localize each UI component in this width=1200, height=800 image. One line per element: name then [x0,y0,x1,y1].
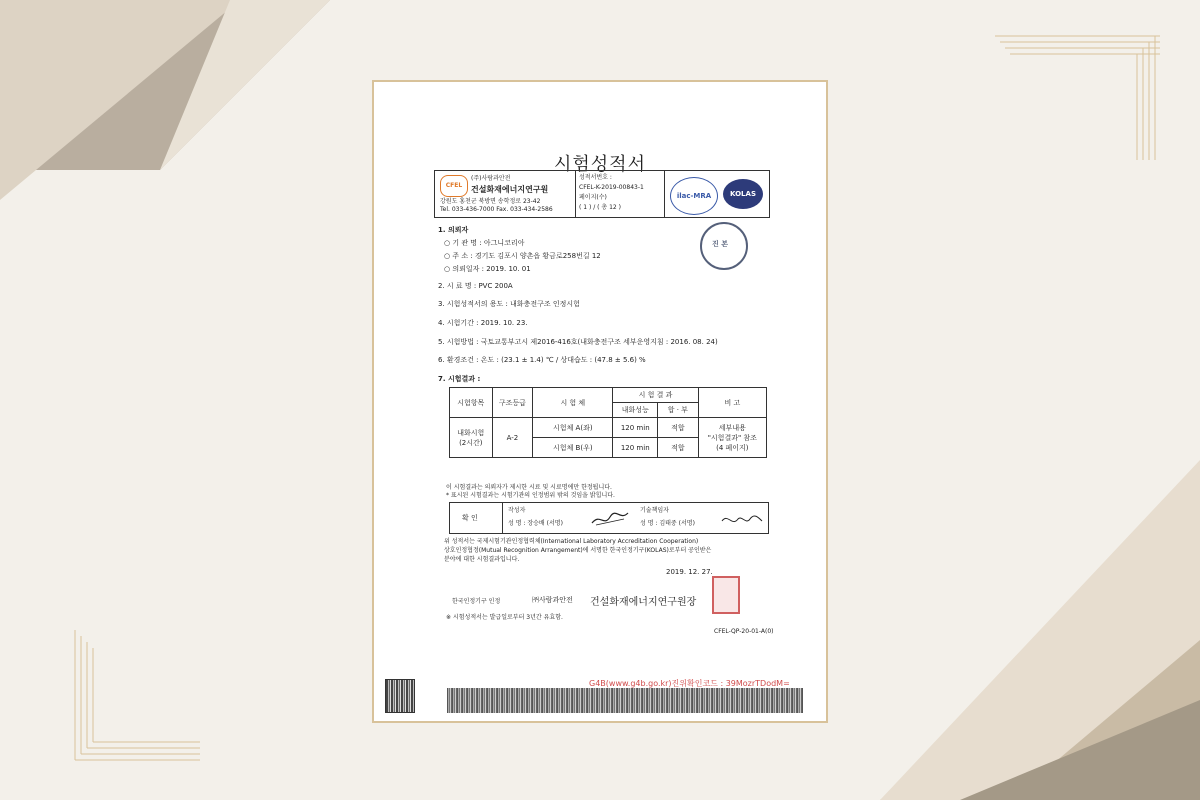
signoff-org: ㈜사람과안전 [532,596,573,604]
cell-test-item-line1: 내화시험 [457,428,485,437]
test-report-document [374,82,826,721]
sample-name: 2. 시 료 명 : PVC 200A [438,282,513,290]
tech-manager-title: 기술책임자 [640,507,669,514]
environment-conditions: 6. 환경조건 : 온도 : (23.1 ± 1.4) ℃ / 상대습도 : (47.8 ± 5.6) % [438,356,646,364]
statement-line-3: 분야에 대한 시험결과입니다. [444,556,520,563]
th-grade: 구조등급 [492,388,533,418]
page-value: ( 1 ) / ( 총 12 ) [579,204,621,211]
client-address: ○ 주 소 : 경기도 김포시 양촌읍 황금로258번길 12 [444,252,601,260]
results-table [449,387,767,458]
notice-line-2: * 표시된 시험결과는 시험기관의 인정범위 밖의 것임을 밝힙니다. [446,492,615,499]
writer-name: 성 명 : 장승배 (서명) [508,520,563,527]
cell-test-item [450,418,493,458]
tech-manager-name: 성 명 : 김태중 (서명) [640,520,695,527]
cell-specimen-a: 시험체 A(좌) [533,418,613,438]
qr-code [385,679,415,713]
notice-line-1: 이 시험결과는 의뢰자가 제시한 시료 및 시료명에만 한정됩니다. [446,484,612,491]
statement-line-1: 위 성적서는 국제시험기관인정협력체(International Laboratory Accreditation Cooperation) [444,538,699,545]
report-purpose: 3. 시험성적서의 용도 : 내화충전구조 인정시험 [438,300,580,308]
original-stamp-label: 진 본 [712,240,728,248]
issue-date: 2019. 12. 27. [666,568,713,576]
cell-specimen-b: 시험체 B(우) [533,438,613,458]
org-address: 강원도 홍천군 북방면 송학정로 23-42 [440,198,541,205]
validity-note: ※ 시험성적서는 발급일로부터 3년간 유효함. [446,614,563,621]
certificate-frame [372,80,828,723]
confirm-label: 확 인 [462,514,478,522]
cell-pass-a: 적합 [658,418,699,438]
bg-lines-top-right [995,36,1160,160]
report-number-cell [576,171,665,217]
director-seal [712,576,740,614]
cell-pass-b: 적합 [658,438,699,458]
original-stamp [700,222,748,270]
org-phone: Tel. 033-436-7000 Fax. 033-434-2586 [440,206,553,213]
cell-note-line1: 세부내용 [718,423,746,432]
form-code: CFEL-QP-20-01-A(0) [714,628,774,635]
client-request-date: ○ 의뢰일자 : 2019. 10. 01 [444,265,531,273]
org-name: 건설화재에너지연구원 [471,185,549,194]
verification-barcode [447,688,803,713]
bg-lines-bottom-left [75,630,200,760]
writer-signature [590,509,630,529]
client-name: ○ 기 관 명 : 아그니코리아 [444,239,525,247]
tech-manager-signature [720,511,764,529]
th-specimen: 시 험 체 [533,388,613,418]
cell-note-line3: (4 페이지) [716,443,749,452]
org-subname: (주)사람과안전 [471,175,511,182]
cell-grade: A-2 [492,418,533,458]
confirm-divider [502,503,503,533]
th-note: 비 고 [698,388,766,418]
cell-performance-b: 120 min [613,438,658,458]
statement-line-2: 상호인정협정(Mutual Recognition Arrangement)에 서명한 한국인정기구(KOLAS)로부터 공인받은 [444,547,712,554]
th-result: 시 험 결 과 [613,388,698,403]
org-cell [435,171,576,217]
results-heading: 7. 시험결과 : [438,375,481,383]
signoff-director: 건설화재에너지연구원장 [590,597,697,608]
th-pass-fail: 합 · 부 [658,403,699,418]
test-method: 5. 시험방법 : 국토교통부고시 제2016-416호(내화충전구조 세부운영지침 : 2016. 08. 24) [438,338,718,346]
ilac-mra-logo: ilac-MRA [670,177,718,215]
cell-test-item-line2: (2시간) [459,438,483,447]
writer-title: 작성자 [508,507,526,514]
report-number: CFEL-K-2019-00843-1 [579,184,644,191]
document-title: 시험성적서 [554,154,646,175]
cell-note [698,418,766,458]
page-label: 페이지(수) [579,194,607,201]
g4b-verification-code: G4B(www.g4b.go.kr)진위확인코드 : 39MozrTDodM= [589,679,790,688]
report-header [434,170,770,218]
th-test-item: 시험항목 [450,388,493,418]
org-logo: CFEL [440,175,468,197]
signoff-accreditation: 한국인정기구 인정 [452,598,501,605]
th-performance: 내화성능 [613,403,658,418]
cell-performance-a: 120 min [613,418,658,438]
client-heading: 1. 의뢰자 [438,226,469,234]
cell-note-line2: "시험결과" 참조 [707,433,757,442]
confirmation-box [449,502,769,534]
kolas-logo: KOLAS [723,179,763,209]
report-number-label: 성적서번호 : [579,174,612,181]
test-period: 4. 시험기간 : 2019. 10. 23. [438,319,528,327]
